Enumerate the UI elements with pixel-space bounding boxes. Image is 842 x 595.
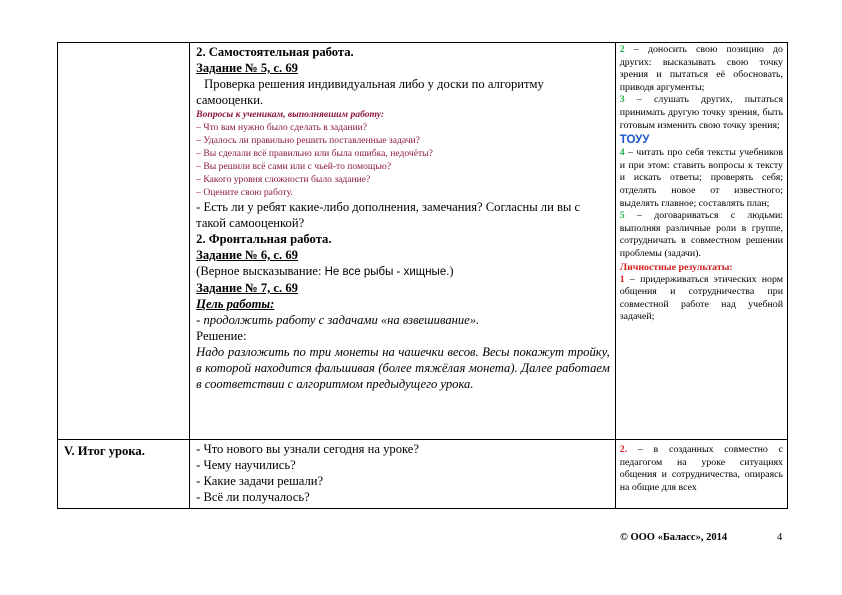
summary-question: - Всё ли получалось?	[196, 490, 310, 504]
result-text: – придерживаться этических норм общения и сотрудничества при совместной работе над учебной задачей;	[619, 273, 783, 323]
check-instruction: Проверка решения индивидуальная либо у доски по алгоритму самооценки.	[196, 77, 544, 107]
toyy-label: ТОУУ	[619, 134, 650, 147]
question-item: – Какого уровня сложности было задание?	[196, 174, 371, 185]
table-row	[58, 440, 788, 509]
result-number: 2	[619, 44, 625, 55]
true-statement-suffix: )	[449, 264, 454, 278]
solution-label: Решение:	[196, 329, 247, 343]
table-row	[58, 43, 788, 440]
summary-question: - Какие задачи решали?	[196, 474, 324, 488]
task-5-label: Задание № 5, с. 69	[196, 61, 298, 75]
results-cell	[615, 43, 787, 440]
result-number: 3	[619, 94, 625, 106]
question-item: – Что вам нужно было сделать в задании?	[196, 122, 368, 133]
result-item-4	[620, 147, 783, 210]
task-7-label: Задание № 7, с. 69	[196, 281, 298, 295]
result-item-3	[620, 94, 783, 132]
personal-item-2	[620, 444, 783, 494]
true-statement-prefix: (Верное высказывание:	[196, 264, 325, 278]
summary-cell	[190, 440, 616, 509]
summary-question: - Чему научились?	[196, 458, 296, 472]
question-item: – Оцените свою работу.	[196, 187, 293, 198]
question-item: – Вы решили всё сами или с чьей-то помощью?	[196, 161, 392, 172]
summary-results-cell	[615, 440, 787, 509]
result-text: – в созданных совместно с педагогом на уроке ситуациях общения и сотрудничества, опираясь на общие для всех	[619, 444, 783, 493]
lesson-plan-table	[57, 42, 788, 509]
solution-text: Надо разложить по три монеты на чашечки весов. Весы покажут тройку, в которой находится фальшивая (более тяжёлая монета). Далее работаем в соответствии с алгоритмом предыдущего урока.	[196, 345, 610, 391]
result-number: 5	[619, 210, 625, 222]
result-text: – доносить свою позицию до других: высказывать свою точку зрения и пытаться её обосновать, приводя аргументы;	[619, 44, 783, 93]
personal-results-heading: Личностные результаты:	[619, 261, 733, 273]
frontal-work-heading: 2. Фронтальная работа.	[196, 232, 332, 246]
copyright-footer: © ООО «Баласс», 2014	[620, 532, 728, 543]
true-statement-line	[196, 263, 610, 280]
stage-cell: V. Итог урока.	[58, 440, 190, 509]
result-item-2	[620, 44, 783, 94]
activity-cell	[190, 43, 616, 440]
result-text: – слушать других, пытаться принимать другую точку зрения, быть готовым изменить свою точку зрения;	[619, 94, 783, 131]
goal-text: - продолжить работу с задачами «на взвешивание».	[196, 313, 480, 327]
question-item: – Вы сделали всё правильно или была ошибка, недочёты?	[196, 148, 433, 159]
goal-label: Цель работы:	[196, 297, 275, 311]
independent-work-heading: 2. Самостоятельная работа.	[196, 45, 354, 59]
question-item: – Удалось ли правильно решить поставленные задачи?	[196, 135, 420, 146]
result-text: – читать про себя тексты учебников и при этом: ставить вопросы к тексту и искать ответы; проверять себя; отделять новое от известного; выделять главное; составлять план;	[619, 147, 783, 209]
questions-title: Вопросы к ученикам, выполнявшим работу:	[196, 109, 385, 120]
page-number: 4	[777, 532, 783, 543]
stage-cell-empty	[58, 43, 190, 440]
result-item-5	[620, 210, 783, 260]
result-number: 2.	[619, 444, 628, 455]
result-number: 1	[619, 273, 625, 285]
additions-question: - Есть ли у ребят какие-либо дополнения, замечания? Согласны ли вы с такой самооценкой?	[196, 200, 581, 230]
result-text: – договариваться с людьми: выполняя различные роли в группе, сотрудничать в совместном решении проблемы (задачи).	[619, 210, 783, 259]
true-statement-text: Не все рыбы - хищные.	[324, 266, 450, 278]
summary-question: - Что нового вы узнали сегодня на уроке?	[196, 442, 419, 456]
result-number: 4	[619, 147, 625, 159]
task-6-label: Задание № 6, с. 69	[196, 248, 298, 262]
personal-item-1	[620, 274, 783, 324]
